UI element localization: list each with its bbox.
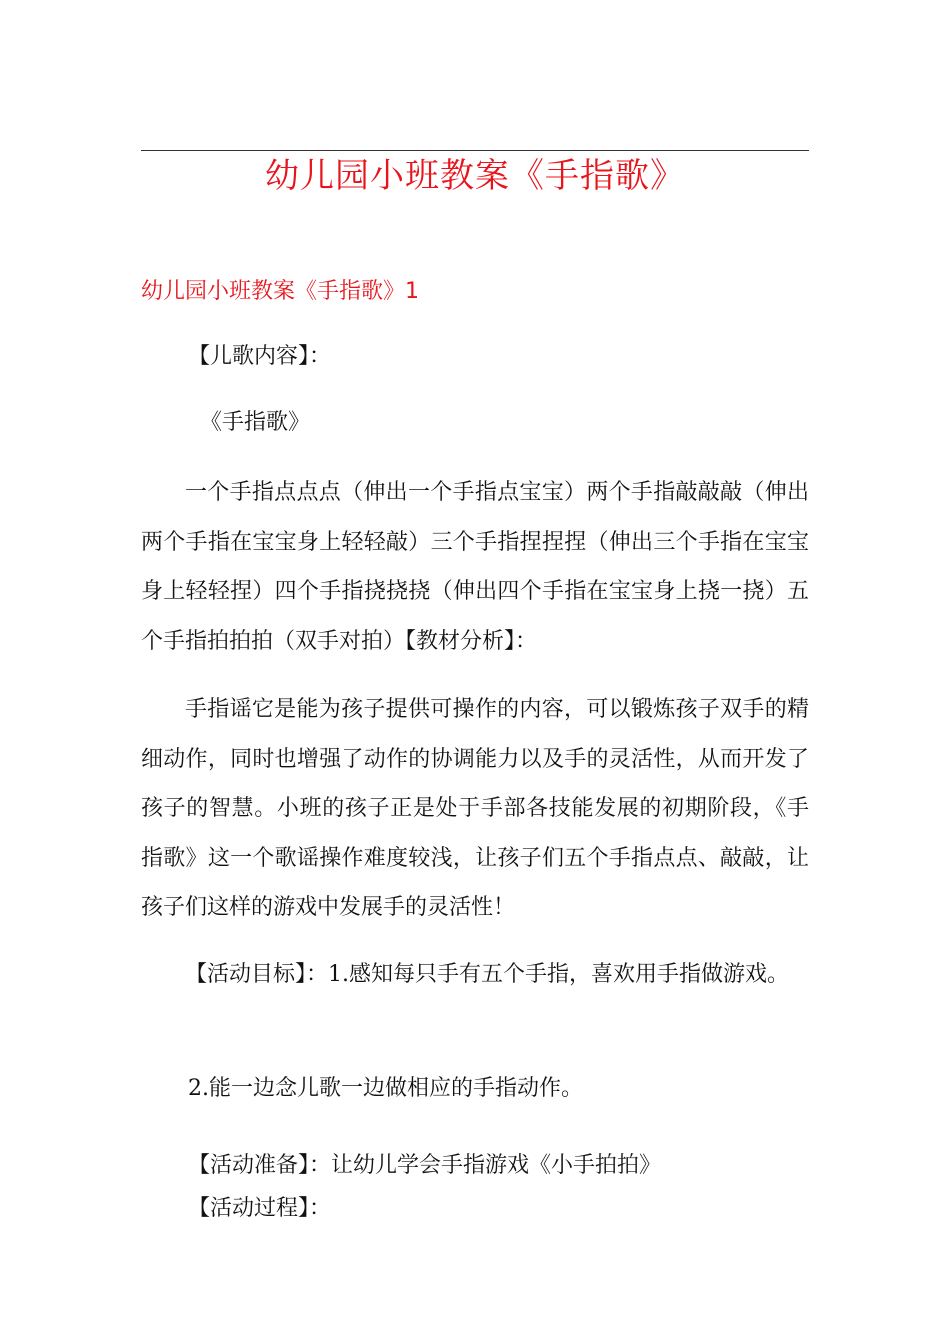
section-heading: 幼儿园小班教案《手指歌》1 [141,279,419,304]
song-content-label: 【儿歌内容】： [188,344,332,369]
activity-preparation: 【活动准备】：让幼儿学会手指游戏《小手拍拍》 [188,1153,662,1178]
analysis-paragraph: 手指谣它是能为孩子提供可操作的内容，可以锻炼孩子双手的精细动作，同时也增强了动作的协调能力以及手的灵活性，从而开发了孩子的智慧。小班的孩子正是处于手部各技能发展的初期阶段，《手指歌》这一个歌谣操作难度较浅，让孩子们五个手指点点、敲敲，让孩子们这样的游戏中发展手的灵活性！ [141,697,809,920]
song-title: 《手指歌》 [200,410,311,435]
document-title: 幼儿园小班教案《手指歌》 [265,156,685,196]
song-text-paragraph: 一个手指点点点（伸出一个手指点宝宝）两个手指敲敲敲（伸出两个手指在宝宝身上轻轻敲）三个手指捏捏捏（伸出三个手指在宝宝身上轻轻捏）四个手指挠挠挠（伸出四个手指在宝宝身上挠一挠）五个手指拍拍拍（双手对拍）【教材分析】： [141,480,809,654]
activity-goal-2: 2.能一边念儿歌一边做相应的手指动作。 [188,1076,583,1101]
activity-process-label: 【活动过程】： [188,1196,332,1221]
header-rule [141,150,809,151]
activity-goal-paragraph: 【活动目标】：1.感知每只手有五个手指，喜欢用手指做游戏。 [185,962,789,987]
